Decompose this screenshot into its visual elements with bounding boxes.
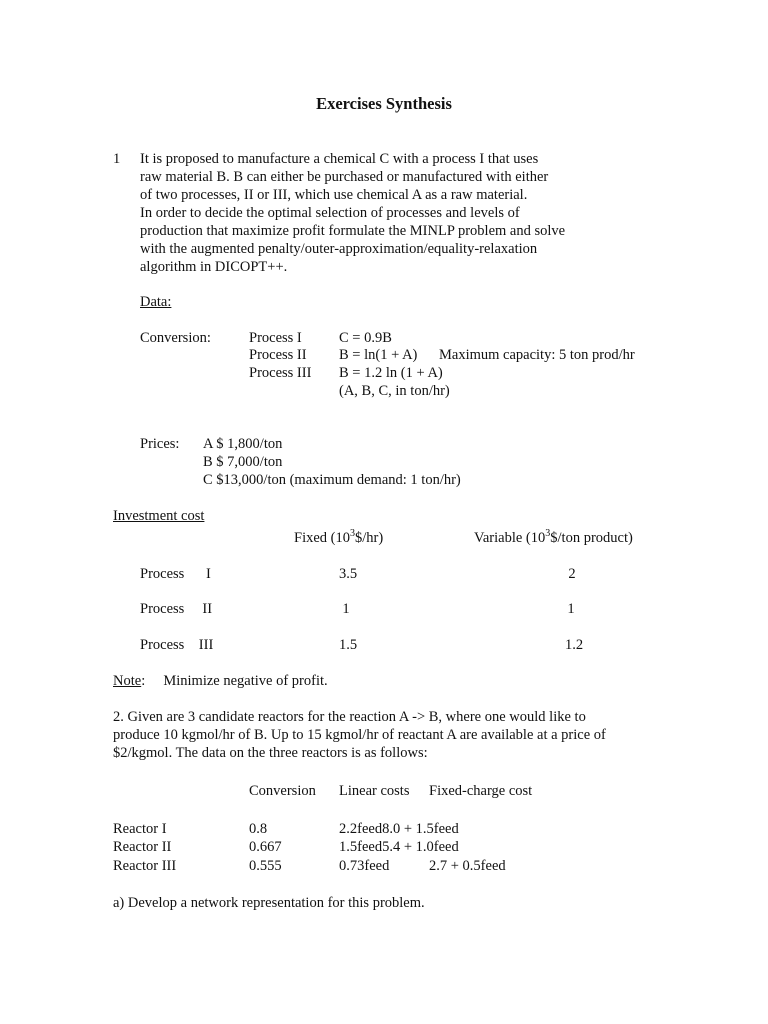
conversion-formula: B = 1.2 ln (1 + A): [339, 365, 443, 381]
part-a: a) Develop a network representation for this problem.: [113, 895, 425, 911]
fixed-cost-value: 1: [342, 601, 350, 617]
statement-line: algorithm in DICOPT++.: [140, 259, 288, 275]
variable-cost-value: 1.2: [564, 637, 584, 653]
statement-line: of two processes, II or III, which use chemical A as a raw material.: [140, 187, 528, 203]
page-title: Exercises Synthesis: [316, 94, 452, 113]
price-item: C $13,000/ton (maximum demand: 1 ton/hr): [203, 472, 461, 488]
statement-line: with the augmented penalty/outer-approximation/equality-relaxation: [140, 241, 538, 257]
capacity-note: Maximum capacity: 5 ton prod/hr: [439, 347, 635, 363]
reactor-linear-cost: 1.5feed5.4 + 1.0feed: [339, 839, 459, 855]
units-note: (A, B, C, in ton/hr): [339, 383, 450, 399]
problem-number: 1: [113, 151, 121, 167]
fixed-cost-value: 3.5: [338, 566, 358, 582]
reactor-name: Reactor II: [113, 839, 172, 855]
reactor-linear-cost: 2.2feed8.0 + 1.5feed: [339, 821, 459, 837]
conversion-process: Process I: [249, 330, 302, 346]
conversion-process: Process II: [249, 347, 307, 363]
conversion-formula: C = 0.9B: [339, 330, 392, 346]
note-text: : Minimize negative of profit.: [141, 673, 328, 689]
conversion-process: Process III: [249, 365, 312, 381]
fixed-cost-header: Fixed $(10^3\$/hr)$: [294, 528, 384, 546]
reactor-name: Reactor III: [113, 858, 177, 874]
statement-line: In order to decide the optimal selection of processes and levels of: [140, 205, 520, 221]
statement-line: It is proposed to manufacture a chemical C with a process I that uses: [140, 151, 539, 167]
statement-line: produce 10 kgmol/hr of B. Up to 15 kgmol/hr of reactant A are available at a price of: [113, 727, 606, 743]
note: [113, 672, 328, 690]
linear-costs-header: Linear costs: [339, 783, 410, 799]
price-item: B $ 7,000/ton: [203, 454, 283, 470]
statement-line: $2/kgmol. The data on the three reactors is as follows:: [113, 745, 428, 761]
variable-cost-value: 1: [567, 601, 575, 617]
fixed-charge-header: Fixed-charge cost: [429, 783, 533, 799]
conversion-formula: B = ln(1 + A): [339, 347, 418, 363]
statement-line: production that maximize profit formulate the MINLP problem and solve: [140, 223, 566, 239]
reactor-conversion: 0.8: [249, 821, 268, 837]
note-label: Note: [113, 673, 142, 689]
statement-line: raw material B. B can either be purchased or manufactured with either: [140, 169, 549, 185]
price-item: A $ 1,800/ton: [203, 436, 283, 452]
reactor-linear-cost: 0.73feed: [339, 858, 390, 874]
variable-cost-header: Variable ($10^3\$$/ton product): [474, 528, 633, 546]
prices-label: Prices:: [140, 436, 180, 452]
fixed-cost-value: 1.5: [338, 637, 358, 653]
statement-line: 2. Given are 3 candidate reactors for the reaction A -> B, where one would like to: [113, 709, 586, 725]
investment-heading: Investment cost: [113, 508, 205, 524]
reactor-name: Reactor I: [113, 821, 167, 837]
reactor-fixed-cost: 2.7 + 0.5feed: [429, 858, 506, 874]
data-heading: Data:: [140, 294, 172, 310]
variable-cost-value: 2: [568, 566, 576, 582]
reactor-conversion: 0.667: [249, 839, 282, 855]
investment-process: Process I: [140, 566, 211, 582]
conversion-header: Conversion: [249, 783, 316, 799]
investment-process: Process II: [140, 601, 213, 617]
reactor-conversion: 0.555: [249, 858, 282, 874]
investment-process: Process III: [140, 637, 214, 653]
conversion-label: Conversion:: [140, 330, 211, 346]
